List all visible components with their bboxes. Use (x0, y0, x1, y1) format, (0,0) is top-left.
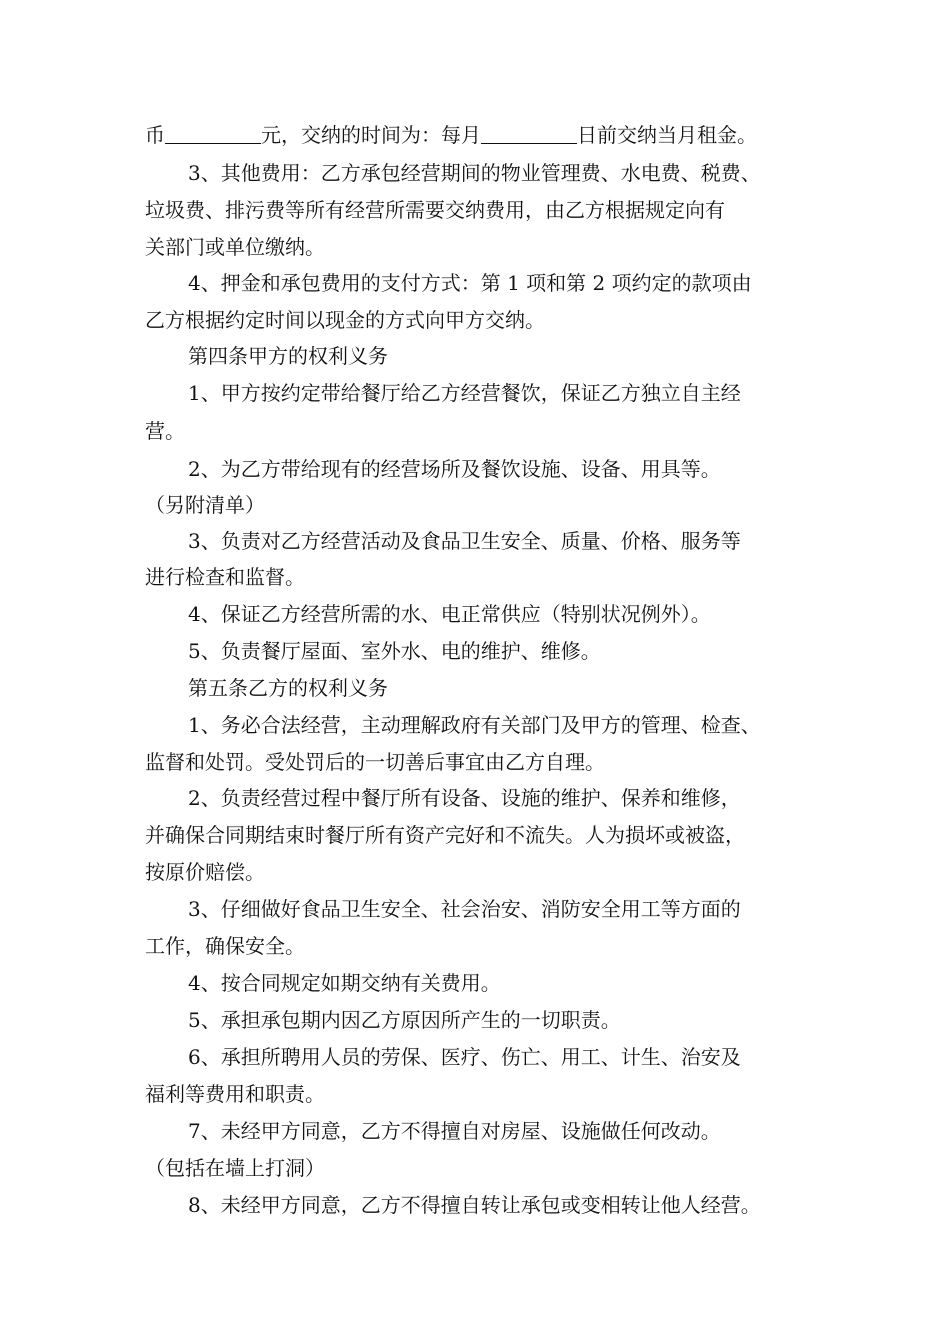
payment-time-text: 元，交纳的时间为：每月 (261, 123, 481, 147)
paragraph-line: 4、押金和承包费用的支付方式：第 1 项和第 2 项约定的款项由 (188, 271, 752, 295)
paragraph-line: 工作，确保安全。 (145, 934, 305, 958)
paragraph-line: 3、其他费用：乙方承包经营期间的物业管理费、水电费、税费、 (188, 161, 761, 185)
monthly-rent-text: 日前交纳当月租金。 (577, 123, 757, 147)
paragraph-line: 关部门或单位缴纳。 (145, 235, 325, 259)
paragraph-line: 5、负责餐厅屋面、室外水、电的维护、维修。 (188, 639, 601, 663)
paragraph-line: 2、负责经营过程中餐厅所有设备、设施的维护、保养和维修， (188, 786, 741, 810)
day-blank (481, 121, 577, 144)
currency-text: 币 (145, 123, 165, 147)
paragraph-line: 8、未经甲方同意，乙方不得擅自转让承包或变相转让他人经营。 (188, 1193, 761, 1217)
paragraph-line: 7、未经甲方同意，乙方不得擅自对房屋、设施做任何改动。 (188, 1119, 721, 1143)
rent-payment-line (145, 121, 835, 149)
paragraph-line: 垃圾费、排污费等所有经营所需要交纳费用，由乙方根据规定向有 (145, 198, 725, 222)
section-heading: 第五条乙方的权利义务 (188, 676, 388, 700)
paragraph-line: 5、承担承包期内因乙方原因所产生的一切职责。 (188, 1008, 621, 1032)
paragraph-line: 监督和处罚。受处罚后的一切善后事宜由乙方自理。 (145, 750, 605, 774)
paragraph-line: 4、按合同规定如期交纳有关费用。 (188, 971, 501, 995)
section-heading: 第四条甲方的权利义务 (188, 344, 388, 368)
paragraph-line: 福利等费用和职责。 (145, 1082, 325, 1106)
paragraph-line: 6、承担所聘用人员的劳保、医疗、伤亡、用工、计生、治安及 (188, 1045, 741, 1069)
paragraph-line: 3、负责对乙方经营活动及食品卫生安全、质量、价格、服务等 (188, 529, 741, 553)
paragraph-line: （包括在墙上打洞） (145, 1156, 325, 1180)
amount-blank (165, 121, 261, 144)
paragraph-line: （另附清单） (145, 493, 265, 517)
paragraph-line: 营。 (145, 419, 185, 443)
paragraph-line: 乙方根据约定时间以现金的方式向甲方交纳。 (145, 308, 545, 332)
paragraph-line: 按原价赔偿。 (145, 860, 265, 884)
paragraph-line: 3、仔细做好食品卫生安全、社会治安、消防安全用工等方面的 (188, 897, 741, 921)
paragraph-line: 并确保合同期结束时餐厅所有资产完好和不流失。人为损坏或被盗， (145, 823, 745, 847)
paragraph-line: 1、甲方按约定带给餐厅给乙方经营餐饮，保证乙方独立自主经 (188, 381, 741, 405)
paragraph-line: 2、为乙方带给现有的经营场所及餐饮设施、设备、用具等。 (188, 457, 721, 481)
paragraph-line: 进行检查和监督。 (145, 565, 305, 589)
paragraph-line: 1、务必合法经营，主动理解政府有关部门及甲方的管理、检查、 (188, 713, 761, 737)
paragraph-line: 4、保证乙方经营所需的水、电正常供应（特别状况例外）。 (188, 602, 711, 626)
